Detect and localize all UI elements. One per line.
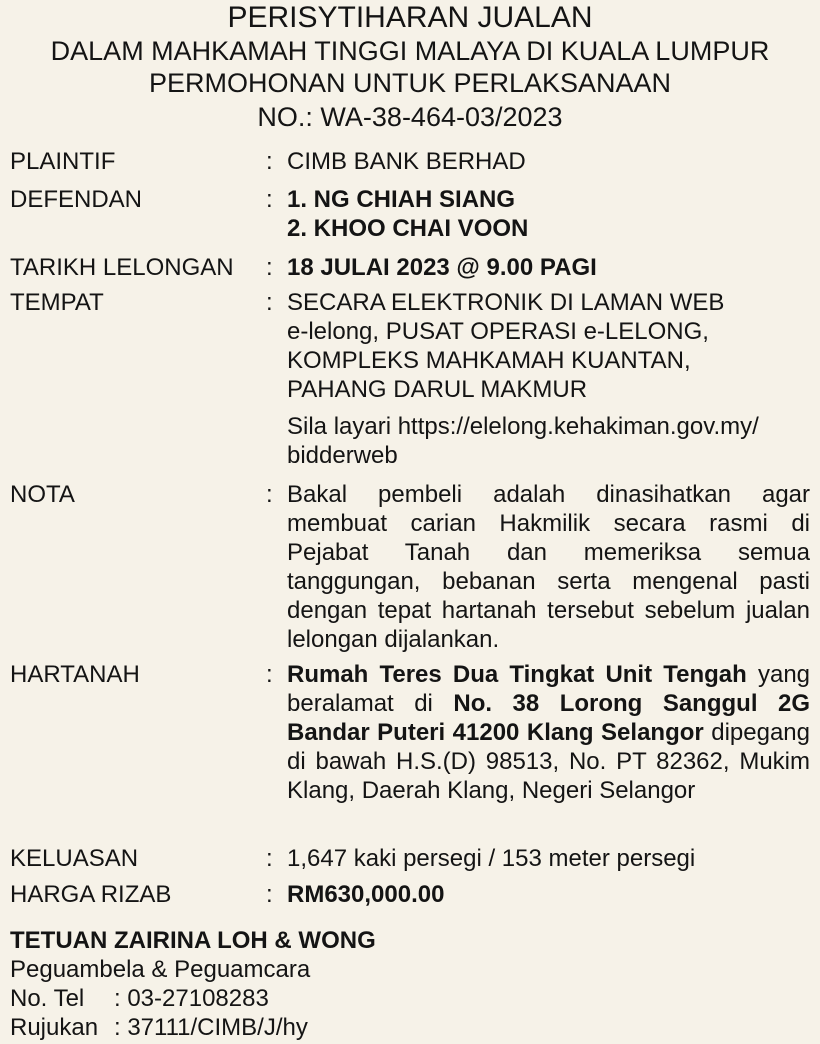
title-details: dipegang di bawah H.S.(D) 98513, No. PT 82362, Mukim Klang, Daerah Klang, Negeri Selangor xyxy=(287,719,810,804)
tel-label: No. Tel xyxy=(10,985,85,1012)
application-type: PERMOHONAN UNTUK PERLAKSANAAN xyxy=(148,68,672,98)
hartanah-text xyxy=(287,660,810,805)
solicitor-block xyxy=(10,926,376,1042)
tempat-label: TEMPAT xyxy=(10,289,104,316)
address-connector: yang beralamat di xyxy=(287,661,811,717)
separator: : xyxy=(266,254,273,281)
hartanah-label: HARTANAH xyxy=(10,661,140,688)
tempat-line: KOMPLEKS MAHKAMAH KUANTAN, xyxy=(287,347,691,374)
separator: : xyxy=(266,481,273,508)
tempat-line: e-lelong, PUSAT OPERASI e-LELONG, xyxy=(287,318,709,345)
defendan-2: 2. KHOO CHAI VOON xyxy=(287,215,529,242)
tarikh-value: 18 JULAI 2023 @ 9.00 PAGI xyxy=(287,254,597,281)
plaintif-value: CIMB BANK BERHAD xyxy=(287,148,526,175)
tempat-line: SECARA ELEKTRONIK DI LAMAN WEB xyxy=(287,289,725,316)
separator: : xyxy=(266,148,273,175)
keluasan-label: KELUASAN xyxy=(10,845,139,872)
firm-name: TETUAN ZAIRINA LOH & WONG xyxy=(10,927,376,954)
separator: : xyxy=(266,661,273,688)
separator: : xyxy=(266,881,273,908)
elelong-instruction: Sila layari https://elelong.kehakiman.gov.my/ xyxy=(287,413,759,440)
nota-text: Bakal pembeli adalah dinasihatkan agar membuat carian Hakmilik secara rasmi di Pejabat Tanah dan memeriksa semua tanggungan, bebanan serta mengenal pasti dengan tepat hartanah tersebut sebelum jualan lelongan dijalankan. xyxy=(287,481,810,653)
defendan-label: DEFENDAN xyxy=(10,186,143,213)
tempat-value xyxy=(287,288,810,470)
tel-value: : 03-27108283 xyxy=(114,985,269,1012)
tarikh-label: TARIKH LELONGAN xyxy=(10,254,234,281)
tempat-line: PAHANG DARUL MAKMUR xyxy=(287,376,588,403)
separator: : xyxy=(266,845,273,872)
reference-label: Rujukan xyxy=(10,1014,99,1041)
property-type: Rumah Teres Dua Tingkat Unit Tengah xyxy=(287,661,747,688)
elelong-instruction: bidderweb xyxy=(287,442,398,469)
reference-value: : 37111/CIMB/J/hy xyxy=(114,1014,308,1041)
nota-label: NOTA xyxy=(10,481,75,508)
defendan-values xyxy=(287,185,810,243)
reference-row xyxy=(10,1013,376,1042)
case-number: NO.: WA-38-464-03/2023 xyxy=(257,102,563,132)
separator: : xyxy=(266,186,273,213)
defendan-1: 1. NG CHIAH SIANG xyxy=(287,186,516,213)
plaintif-label: PLAINTIF xyxy=(10,148,116,175)
keluasan-value: 1,647 kaki persegi / 153 meter persegi xyxy=(287,845,696,872)
property-address: No. 38 Lorong Sanggul 2G Bandar Puteri 41200 Klang Selangor xyxy=(287,690,810,746)
harga-value: RM630,000.00 xyxy=(287,881,445,908)
notice-title: PERISYTIHARAN JUALAN xyxy=(227,1,593,34)
tel-row xyxy=(10,984,376,1013)
firm-role: Peguambela & Peguamcara xyxy=(10,956,311,983)
harga-label: HARGA RIZAB xyxy=(10,881,172,908)
separator: : xyxy=(266,289,273,316)
court-name: DALAM MAHKAMAH TINGGI MALAYA DI KUALA LUMPUR xyxy=(50,36,770,66)
